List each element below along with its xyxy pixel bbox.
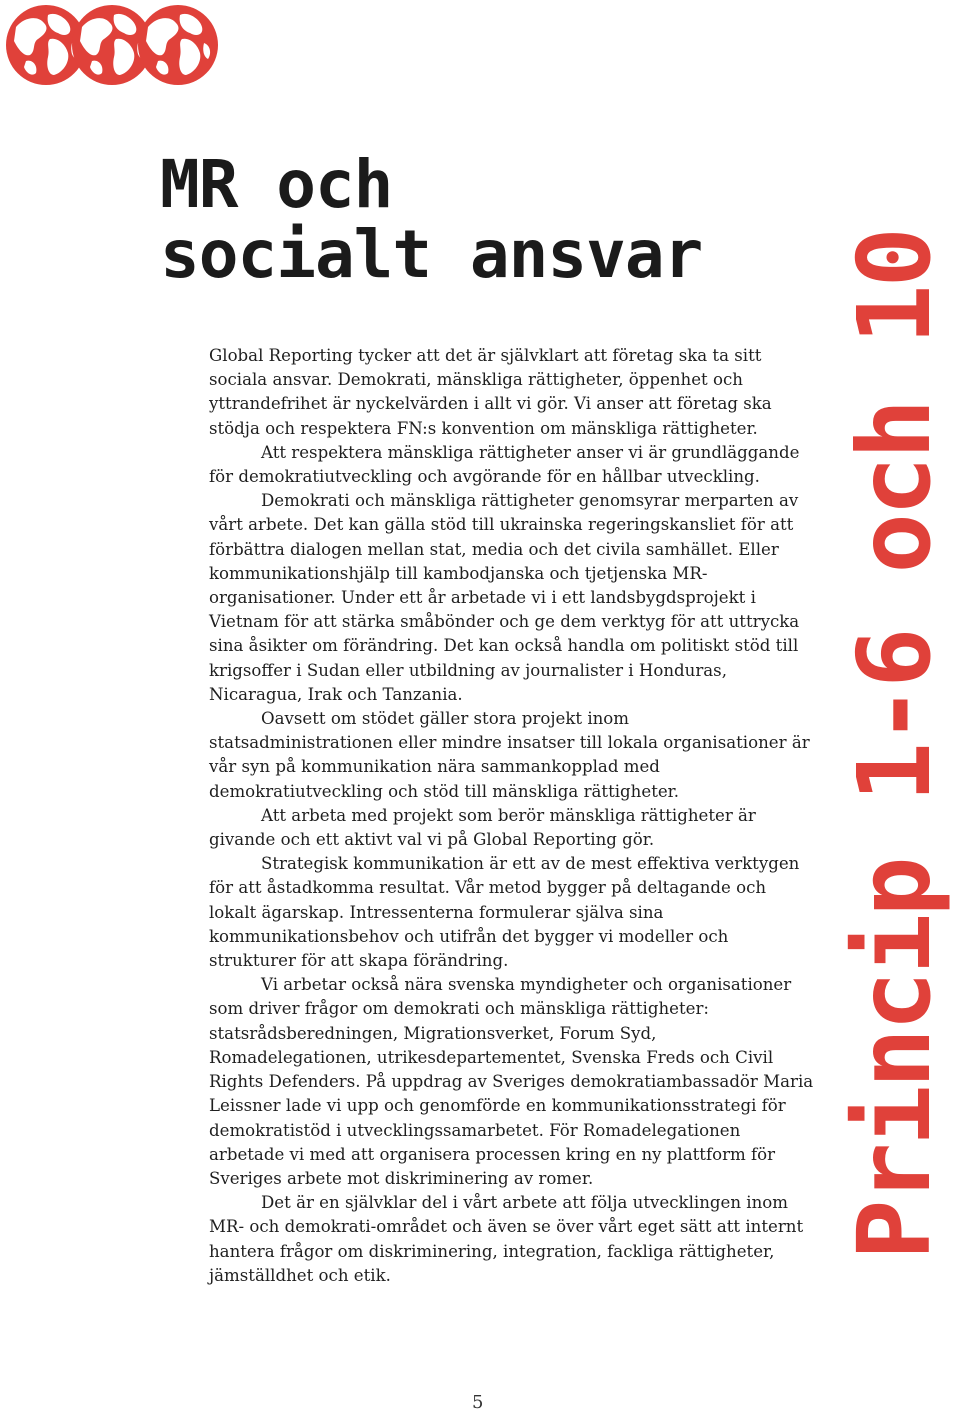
paragraph-5: Att arbeta med projekt som berör mänskliga rättigheter är givande och ett aktivt val vi på Global Reporting gör. <box>209 805 756 850</box>
globes-logo <box>2 0 222 90</box>
paragraph-4: Oavsett om stödet gäller stora projekt inom statsadministrationen eller mindre insatser till lokala organisationer är vår syn på kommunikation nära sammankopplad med demokratiutveckling och stöd till mänskliga rättigheter. <box>209 709 810 801</box>
paragraph-3: Demokrati och mänskliga rättigheter genomsyrar merparten av vårt arbete. Det kan gälla stöd till ukrainska regeringskansliet för att förbättra dialogen mellan stat, media och det civila samhället. Eller kommunikationshjälp till kambodjanska och tjetjenska MR-organisationer. Under ett år arbetade vi i ett landsbygdsprojekt i Vietnam för att stärka småbönder och ge dem verktyg för att uttrycka sina åsikter om förändring. Det kan också handla om politiskt stöd till krigsoffer i Sudan eller utbildning av journalister i Honduras, Nicaragua, Irak och Tanzania. <box>209 491 800 704</box>
side-title: Princip 1-6 och 10 <box>836 230 953 1260</box>
title-line-1: MR och <box>160 146 393 223</box>
page-title <box>160 146 703 293</box>
paragraph-6: Strategisk kommunikation är ett av de mest effektiva verktygen för att åstadkomma resultat. Vår metod bygger på deltagande och lokalt ägarskap. Intressenterna formulerar själva sina kommunikationsbehov och utifrån det bygger vi modeller och strukturer för att skapa förändring. <box>209 854 800 971</box>
page-number: 5 <box>472 1392 484 1413</box>
paragraph-8: Det är en självklar del i vårt arbete att följa utvecklingen inom MR- och demokrati-området och även se över vårt eget sätt att internt hantera frågor om diskriminering, integration, fackliga rättigheter, jämställdhet och etik. <box>209 1193 804 1285</box>
paragraph-2: Att respektera mänskliga rättigheter anser vi är grundläggande för demokratiutveckling och avgörande för en hållbar utveckling. <box>209 442 800 487</box>
title-line-2: socialt ansvar <box>160 216 703 293</box>
globe-icon <box>138 5 218 85</box>
body-text <box>209 344 814 1288</box>
paragraph-1: Global Reporting tycker att det är självklart att företag ska ta sitt sociala ansvar. Demokrati, mänskliga rättigheter, öppenhet och yttrandefrihet är nyckelvärden i allt vi gör. Vi anser att företag ska stödja och respektera FN:s konvention om mänskliga rättigheter. <box>209 346 772 438</box>
paragraph-7: Vi arbetar också nära svenska myndigheter och organisationer som driver frågor om demokrati och mänskliga rättigheter: statsrådsberedningen, Migrationsverket, Forum Syd, Romadelegationen, utrikesdepartementet, Svenska Freds och Civil Rights Defenders. På uppdrag av Sveriges demokratiambassadör Maria Leissner lade vi upp och genomförde en kommunikationsstrategi för demokratistöd i utvecklingssamarbetet. För Romadelegationen arbetade vi med att organisera processen kring en ny plattform för Sveriges arbete mot diskriminering av romer. <box>209 975 814 1188</box>
